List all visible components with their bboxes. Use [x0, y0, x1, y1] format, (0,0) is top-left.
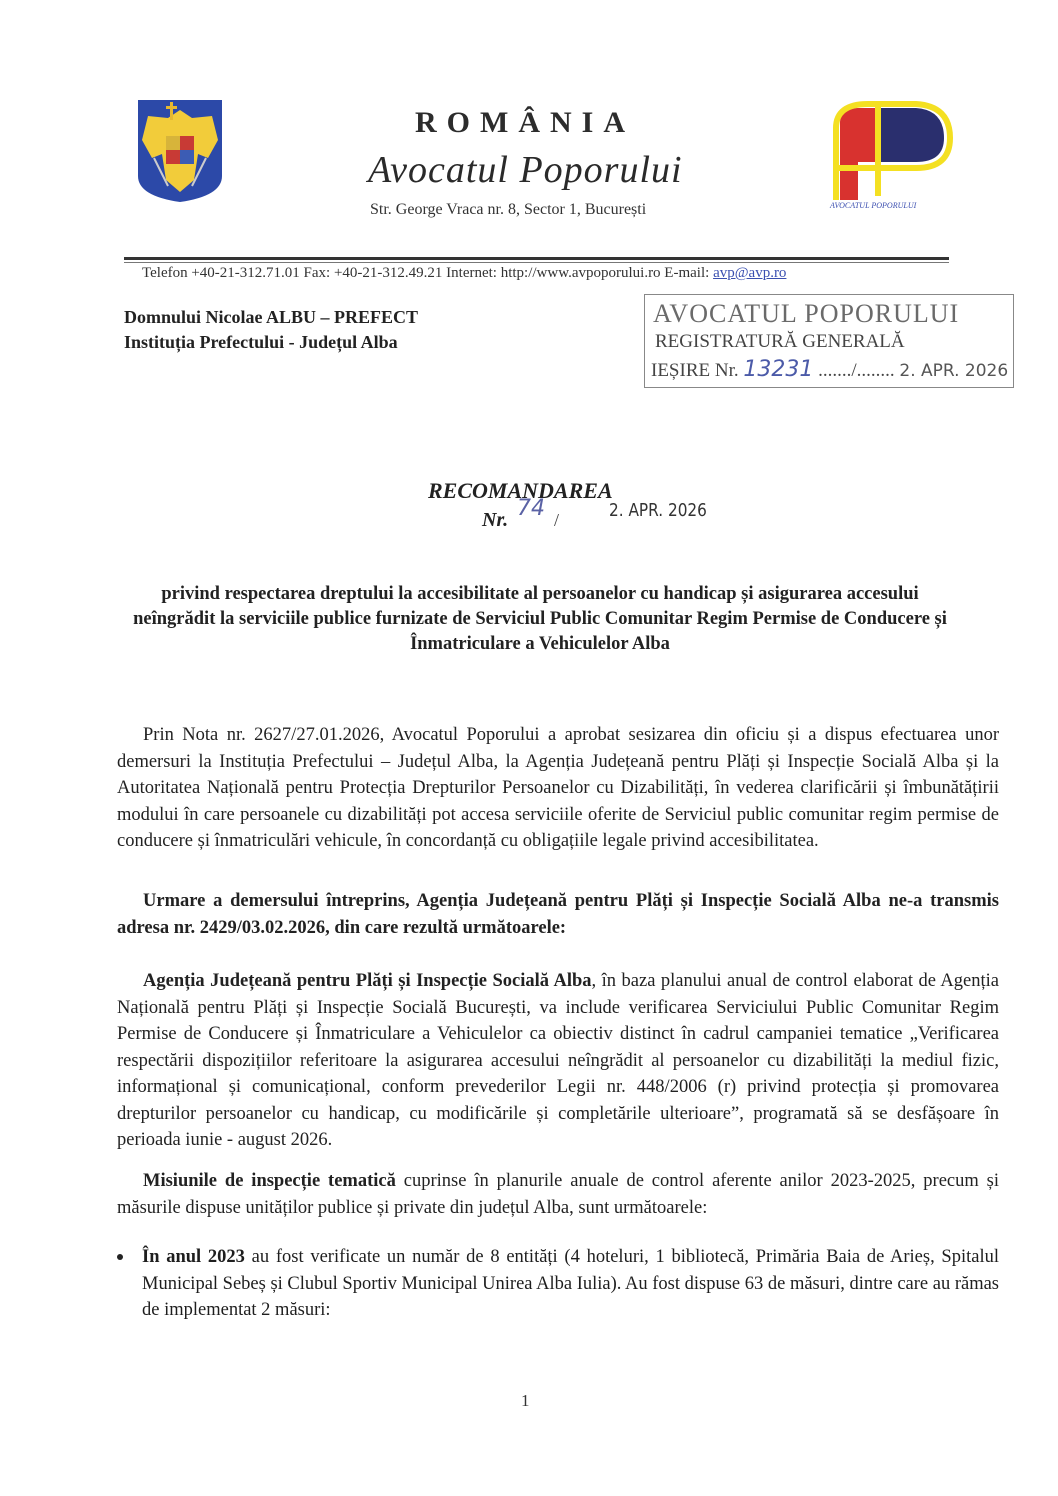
stamp-title: AVOCATUL POPORULUI [653, 299, 960, 328]
stamp-registry-line [651, 357, 1008, 382]
institution-address: Str. George Vraca nr. 8, Sector 1, București [370, 201, 647, 218]
addressee-block [124, 305, 418, 355]
contact-line [142, 265, 786, 282]
document-date-stamp: 2. APR. 2026 [609, 500, 707, 521]
stamp-dots: ......./........ [818, 360, 895, 381]
contact-info: Telefon +40-21-312.71.01 Fax: +40-21-312.49.21 Internet: http://www.avpoporului.ro E-mail: [142, 265, 714, 281]
country-title: ROMÂNIA [415, 106, 635, 139]
ap-logo-caption: AVOCATUL POPORULUI [830, 201, 917, 210]
stamp-subtitle: REGISTRATURĂ GENERALĂ [655, 331, 905, 352]
paragraph-4-bold: Misiunile de inspecție tematică [143, 1171, 396, 1191]
paragraph-4-text: cuprinse în planurile anuale de control aferente anilor 2023-2025, precum și măsurile dispuse unităților publice și private din județul Alba, sunt următoarele: [117, 1171, 999, 1218]
list-item [117, 1244, 999, 1324]
page-number: 1 [521, 1391, 530, 1410]
romania-coat-of-arms-icon [134, 96, 226, 204]
registry-stamp [644, 294, 1014, 388]
paragraph-1: Prin Nota nr. 2627/27.01.2026, Avocatul Poporului a aprobat sesizarea din oficiu și a dispus efectuarea unor demersuri la Instituția Prefectului – Județul Alba, la Agenția Județeană pentru Plăți și Inspecție Socială Alba și la Autoritatea Națională pentru Protecția Drepturilor Persoanelor cu Dizabilități, în vederea clarificării și îmbunătățirii modului în care persoanele cu dizabilități pot accesa serviciile oferite de Serviciul public comunitar regim permise de conducere și înmatriculări vehicule, în concordanță cu obligațiile legale privind accesibilitatea. [117, 725, 999, 851]
ap-logo-icon [818, 100, 958, 212]
document-subject: privind respectarea dreptului la accesibilitate al persoanelor cu handicap și asigurarea accesului neîngrădit la serviciile publice furnizate de Serviciul Public Comunitar Regim Permise de Conducere și Înmatriculare a Vehiculelor Alba [133, 584, 947, 654]
stamp-number: 13231 [743, 357, 814, 382]
paragraph-3-bold: Agenția Județeană pentru Plăți și Inspecție Socială Alba [143, 971, 592, 991]
institution-name: Avocatul Poporului [368, 149, 683, 191]
paragraph-3 [117, 968, 999, 1154]
paragraph-2: Urmare a demersului întreprins, Agenția Județeană pentru Plăți și Inspecție Socială Alba ne-a transmis adresa nr. 2429/03.02.2026, din care rezultă următoarele: [117, 891, 999, 938]
document-nr-slash: / [554, 510, 560, 530]
document-nr-label: Nr. [482, 509, 509, 531]
header-divider [124, 257, 949, 260]
stamp-label: IEȘIRE Nr. [651, 360, 739, 381]
addressee-institution: Instituția Prefectului - Județul Alba [124, 332, 398, 352]
paragraph-4 [117, 1168, 999, 1221]
paragraph-3-text: , în baza planului anual de control elaborat de Agenția Națională pentru Plăți și Inspecție Socială București, va include verificarea Serviciului Public Comunitar Regim Permise de Conducere și Înmatriculare a Vehiculelor ca obiectiv distinct în cadrul campaniei tematice „Verificarea respectării dispozițiilor referitoare la asigurarea accesului neîngrădit al persoanelor cu dizabilități la mediul fizic, informațional și comunicațional, conform prevederilor Legii nr. 448/2006 (r) privind protecția și promovarea drepturilor persoanelor cu handicap, cu modificările și completările ulterioare”, programată să se desfășoare în perioada iunie - august 2026. [117, 971, 999, 1150]
email-link[interactable]: avp@avp.ro [713, 265, 787, 281]
addressee-name: Domnului Nicolae ALBU – PREFECT [124, 307, 419, 327]
bullet-1-text: au fost verificate un număr de 8 entități (4 hoteluri, 1 bibliotecă, Primăria Baia de Arieș, Spitalul Municipal Sebeș și Clubul Sportiv Municipal Unirea Alba Iulia). Au fost dispuse 63 de măsuri, dintre care au rămas de implementat 2 măsuri: [142, 1247, 999, 1320]
bullet-1-bold: În anul 2023 [142, 1247, 245, 1267]
document-title: RECOMANDAREA [428, 478, 613, 503]
document-nr-value: 74 [517, 496, 545, 521]
stamp-date: 2. APR. 2026 [899, 361, 1009, 381]
header-divider-thin [124, 262, 949, 263]
